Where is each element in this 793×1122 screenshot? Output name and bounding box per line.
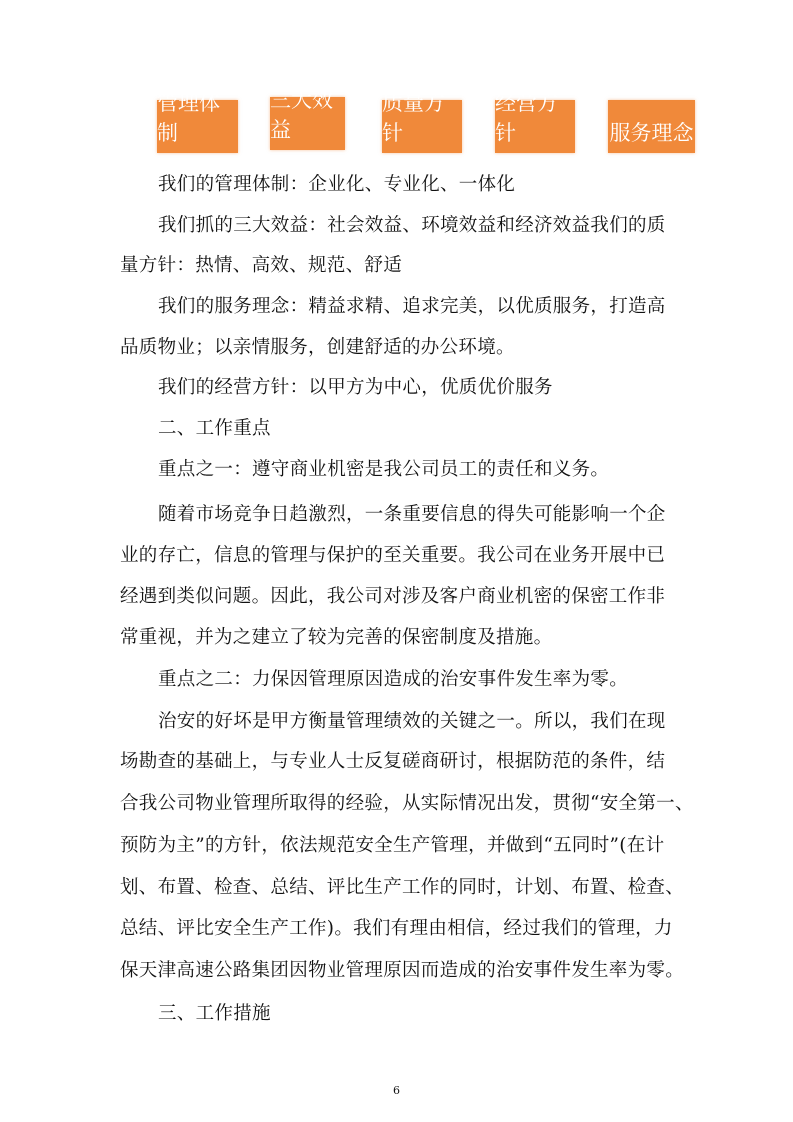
paragraph-line: 治安的好坏是甲方衡量管理绩效的关键之一。所以，我们在现 <box>158 711 666 732</box>
paragraph-line: 总结、评比安全生产工作)。我们有理由相信，经过我们的管理，力 <box>120 918 673 939</box>
paragraph-line: 预防为主”的方针，依法规范安全生产管理，并做到“五同时”(在计 <box>120 835 665 856</box>
paragraph-line: 常重视，并为之建立了较为完善的保密制度及措施。 <box>120 627 553 648</box>
paragraph-line: 场勘查的基础上，与专业人士反复磋商研讨，根据防范的条件，结 <box>120 751 666 772</box>
section-heading: 三、工作措施 <box>158 1003 271 1024</box>
paragraph-line: 重点之二：力保因管理原因造成的治安事件发生率为零。 <box>158 669 629 690</box>
paragraph-line: 品质物业；以亲情服务，创建舒适的办公环境。 <box>120 337 515 358</box>
paragraph-line: 业的存亡，信息的管理与保护的至关重要。我公司在业务开展中已 <box>120 545 666 566</box>
paragraph-line: 我们的管理体制：企业化、专业化、一体化 <box>158 174 516 195</box>
paragraph-line: 量方针：热情、高效、规范、舒适 <box>120 255 403 276</box>
paragraph-line: 我们的经营方针：以甲方为中心，优质优价服务 <box>158 377 553 398</box>
paragraph-line: 合我公司物业管理所取得的经验，从实际情况出发，贯彻“安全第一、 <box>120 793 694 814</box>
paragraph-line: 保天津高速公路集团因物业管理原因而造成的治安事件发生率为零。 <box>120 960 685 981</box>
paragraph-line: 重点之一：遵守商业机密是我公司员工的责任和义务。 <box>158 459 610 480</box>
paragraph-line: 随着市场竞争日趋激烈，一条重要信息的得失可能影响一个企 <box>158 504 666 525</box>
tag-service-concept: 服务理念 <box>608 100 695 153</box>
tag-management-system: 管理体制 <box>157 100 238 153</box>
section-heading: 二、工作重点 <box>158 418 271 439</box>
paragraph-line: 经遇到类似问题。因此，我公司对涉及客户商业机密的保密工作非 <box>120 586 666 607</box>
paragraph-line: 我们抓的三大效益：社会效益、环境效益和经济效益我们的质 <box>158 215 666 236</box>
tag-quality-policy: 质量方针 <box>382 100 462 153</box>
tag-three-benefits: 三大效益 <box>270 97 345 150</box>
tag-business-policy: 经营方针 <box>495 100 575 153</box>
paragraph-line: 我们的服务理念：精益求精、追求完美，以优质服务，打造高 <box>158 296 666 317</box>
paragraph-line: 划、布置、检查、总结、评比生产工作的同时，计划、布置、检查、 <box>120 877 685 898</box>
page-number: 6 <box>393 1084 400 1097</box>
